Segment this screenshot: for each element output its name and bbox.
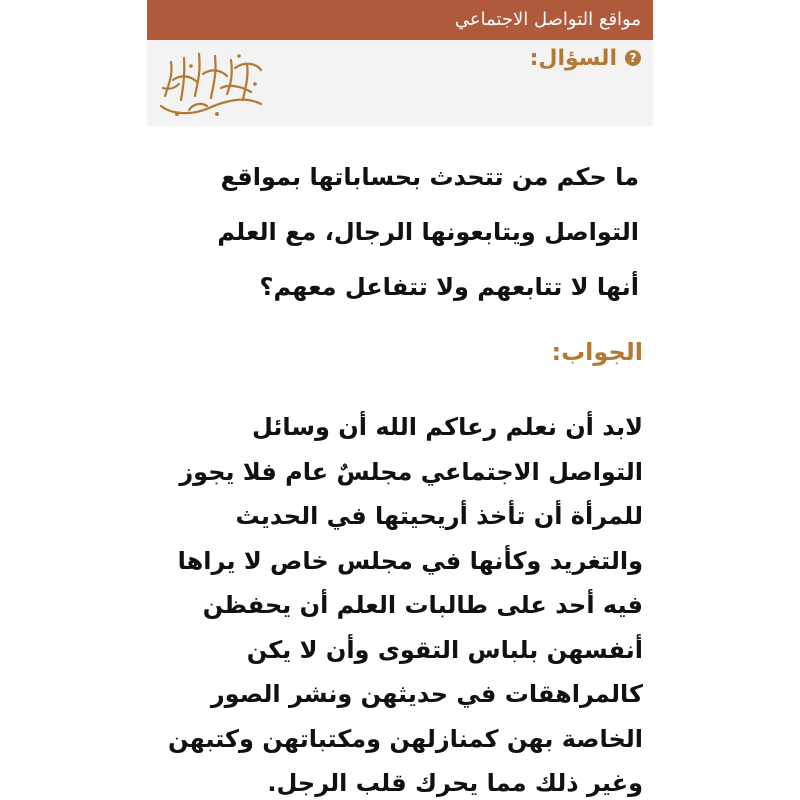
question-circle-icon: ? — [625, 50, 641, 66]
left-margin — [0, 0, 147, 800]
answer-text: لابد أن نعلم رعاكم الله أن وسائل التواصل الاجتماعي مجلسٌ عام فلا يجوز للمرأة أن تأخذ أريحيتها في الحديث والتغريد وكأنها في مجلس خاص لا يراها فيه أحد على طالبات العلم أن يحفظن أنفسهن بلباس التقوى وأن لا يكن كالمراهقات في حديثهن ونشر الصور الخاصة بهن كمنازلهن ومكتباتهن وكتبهن وغير ذلك مما يحرك قلب الرجل. — [168, 413, 643, 797]
page-title: مواقع التواصل الاجتماعي — [454, 9, 641, 30]
question-text: ما حكم من تتحدث بحساباتها بمواقع التواصل ويتابعونها الرجال، مع العلم أنها لا تتابعهم ولا تتفاعل معهم؟ — [217, 163, 639, 301]
question-label: السؤال: — [529, 45, 617, 71]
answer-label: الجواب: — [551, 338, 643, 366]
question-heading — [530, 44, 641, 72]
page-header — [147, 0, 653, 40]
calligraphy-logo — [151, 44, 269, 122]
content-column — [147, 0, 653, 800]
right-margin — [653, 0, 800, 800]
calligraphy-logo-graphic — [151, 44, 269, 122]
